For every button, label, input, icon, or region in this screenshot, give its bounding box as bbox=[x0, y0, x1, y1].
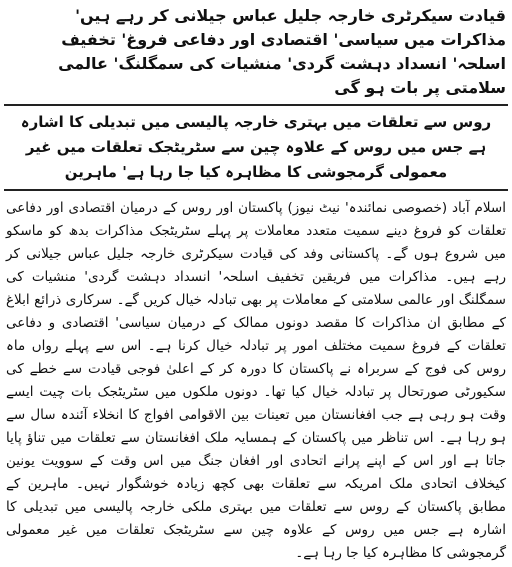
article-body: اسلام آباد (خصوصی نمائندہ' نیٹ نیوز) پاکستان اور روس کے درمیان اقتصادی اور دفاعی تعلقات کو فروغ دینے سمیت متعدد معاملات پر پہلے سٹریٹجک مذاکرات بدھ کو ماسکو میں شروع ہوں گے۔ پاکستانی وفد کی قیادت سیکرٹری خارجہ جلیل عباس جیلانی کر رہے ہیں۔ مذاکرات میں فریقین تخفیف اسلحہ' انسداد دہشت گردی' منشیات کی سمگلنگ اور عالمی سلامتی کے معاملات پر بھی تبادلہ خیال کریں گے۔ سرکاری ذرائع ابلاغ کے مطابق ان مذاکرات کا مقصد دونوں ممالک کے درمیان سیاسی' اقتصادی و دفاعی تعلقات کے فروغ سمیت مختلف امور پر تبادلہ خیال کرنا ہے۔ اس سے پہلے رواں ماہ روس کی فوج کے سربراہ نے پاکستان کا دورہ کر کے اعلیٰ فوجی قیادت سے خطے کی سکیورٹی صورتحال پر تبادلہ خیال کیا تھا۔ دونوں ملکوں میں سٹریٹجک بات چیت ایسے وقت ہو رہی ہے جب افغانستان میں تعینات بین الاقوامی افواج کا انخلاء آئندہ سال سے ہو رہا ہے۔ اس تناظر میں پاکستان کے ہمسایہ ملک افغانستان سے تعلقات میں تناؤ پایا جاتا ہے اور اس کے اپنے پرانے اتحادی اور افغان جنگ میں اس وقت کے سوویت یونین کیخلاف اتحادی ملک امریکہ سے تعلقات بھی کچھ زیادہ خوشگوار نہیں۔ ماہرین کے مطابق پاکستان کے روس سے تعلقات میں بہتری ملکی خارجہ پالیسی میں تبدیلی کا اشارہ ہے جس میں روس کے علاوہ چین سے سٹریٹجک تعلقات میں غیر معمولی گرمجوشی کا مظاہرہ کیا جا رہا ہے۔ bbox=[6, 200, 506, 561]
headline: قیادت سیکرٹری خارجہ جلیل عباس جیلانی کر رہے ہیں' مذاکرات میں سیاسی' اقتصادی اور دفاعی فروغ' تخفیف اسلحہ' انسداد دہشت گردی' منشیات کی سمگلنگ' عالمی سلامتی پر بات ہو گی bbox=[58, 6, 506, 97]
news-clipping bbox=[4, 4, 508, 563]
divider-bottom bbox=[4, 189, 508, 191]
divider-top bbox=[4, 104, 508, 106]
subheadline: روس سے تعلقات میں بہتری خارجہ پالیسی میں تبدیلی کا اشارہ ہے جس میں روس کے علاوہ چین سے سٹریٹجک تعلقات میں غیر معمولی گرمجوشی کا مظاہرہ کیا جا رہا ہے' ماہرین bbox=[20, 113, 492, 181]
